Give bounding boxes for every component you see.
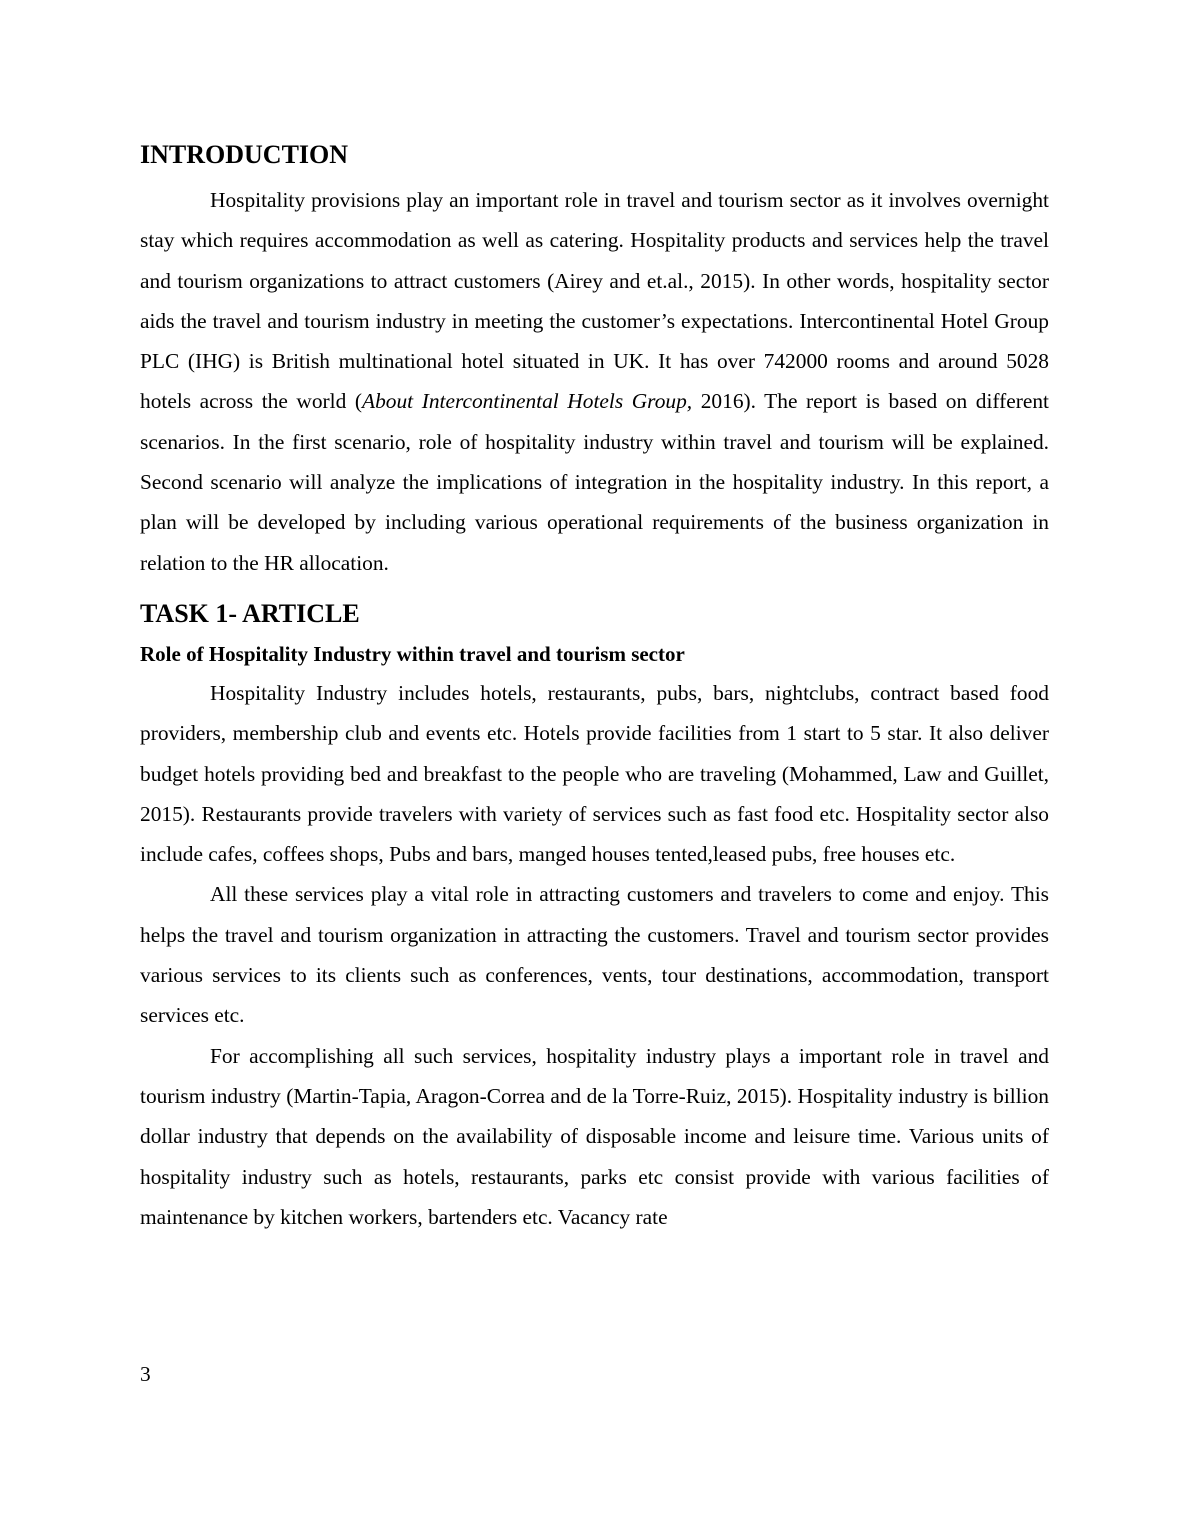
introduction-text-part-2: 2016). The report is based on different scenarios. In the first scenario, role of hospitality industry within travel and tourism will be explained. Second scenario will analyze the implications of integration in the hospitality industry. In this report, a plan will be developed by including various operational requirements of the business organization in relation to the HR allocation. [140, 389, 1050, 575]
task1-paragraph: For accomplishing all such services, hospitality industry plays a important role in travel and tourism industry (Martin-Tapia, Aragon-Correa and de la Torre-Ruiz, 2015). Hospitality industry is billion dollar industry that depends on the availability of disposable income and leisure time. Various units of hospitality industry such as hotels, restaurants, parks etc consist provide with various facilities of maintenance by kitchen workers, bartenders etc. Vacancy rate [140, 1043, 1049, 1229]
task1-heading: TASK 1- ARTICLE [140, 598, 360, 628]
introduction-italic-reference: About Intercontinental Hotels Group, [362, 389, 693, 414]
document-page [140, 138, 1049, 1237]
task1-paragraph: All these services play a vital role in attracting customers and travelers to come and enjoy. This helps the travel and tourism organization in attracting the customers. Travel and tourism sector provides various services to its clients such as conferences, vents, tour destinations, accommodation, transport services etc. [140, 882, 1049, 1028]
page-number: 3 [140, 1362, 151, 1386]
introduction-text-part-1: Hospitality provisions play an important role in travel and tourism sector as it involves overnight stay which requires accommodation as well as catering. Hospitality products and services help the travel and tourism organizations to attract customers (Airey and et.al., 2015). In other words, hospitality sector aids the travel and tourism industry in meeting the customer’s expectations. Intercontinental Hotel Group PLC (IHG) is British multinational hotel situated in UK. It has over 742000 rooms and around 5028 hotels across the world ( [140, 188, 1049, 414]
task1-paragraph: Hospitality Industry includes hotels, restaurants, pubs, bars, nightclubs, contract based food providers, membership club and events etc. Hotels provide facilities from 1 start to 5 star. It also deliver budget hotels providing bed and breakfast to the people who are traveling (Mohammed, Law and Guillet, 2015). Restaurants provide travelers with variety of services such as fast food etc. Hospitality sector also include cafes, coffees shops, Pubs and bars, manged houses tented,leased pubs, free houses etc. [140, 680, 1049, 867]
introduction-paragraph [140, 180, 1049, 583]
task1-subheading: Role of Hospitality Industry within travel and tourism sector [140, 641, 685, 666]
introduction-heading: INTRODUCTION [140, 140, 349, 169]
